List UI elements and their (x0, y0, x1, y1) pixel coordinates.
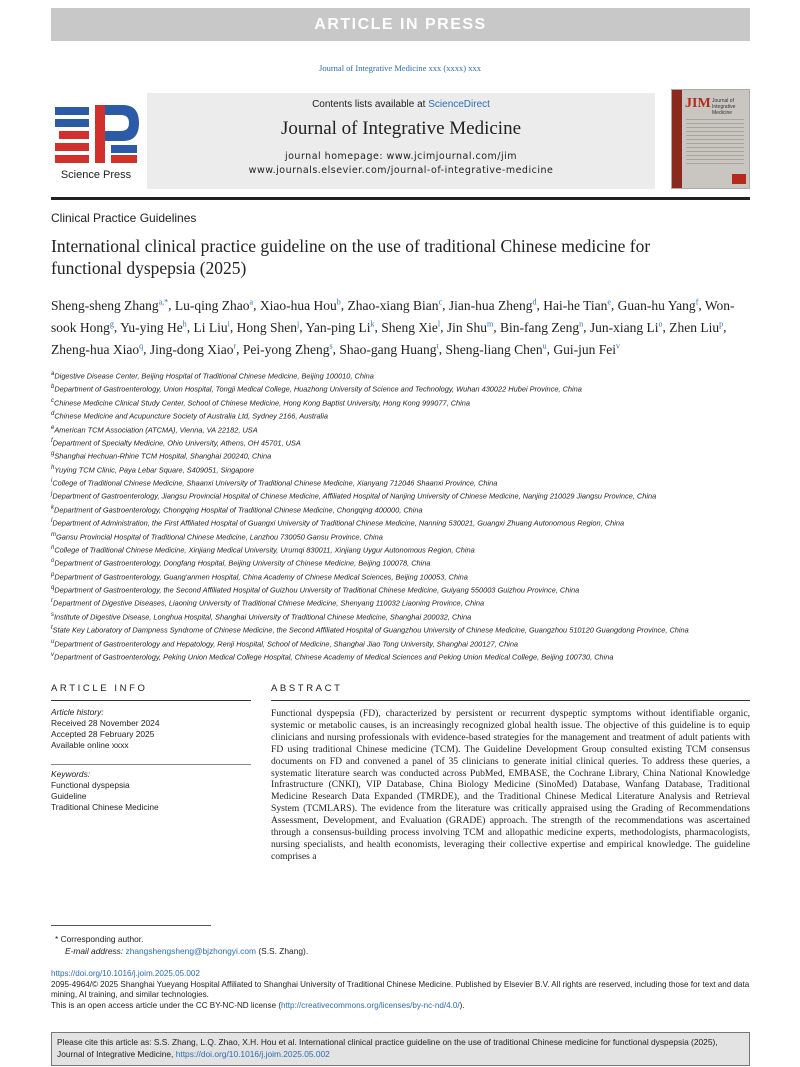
author-affiliation-marker[interactable]: e (607, 297, 611, 306)
author-name: Zhao-xiang Bian (347, 297, 439, 313)
author-affiliation-marker[interactable]: c (438, 297, 443, 306)
affiliation-marker: p (51, 571, 55, 578)
author-affiliation-marker[interactable]: p (719, 319, 724, 328)
author[interactable] (305, 320, 374, 335)
affiliation-marker: j (51, 491, 53, 498)
cover-subtitle: Journal of Integrative Medicine (712, 98, 736, 116)
author-affiliation-marker[interactable]: v (615, 341, 620, 350)
affiliation (51, 530, 751, 543)
affiliation-marker: a (51, 371, 55, 377)
author[interactable] (194, 320, 230, 335)
affiliation-text: Yuying TCM Clinic, Paya Lebar Square, S409051, Singapore (54, 465, 255, 475)
author-name: Won-sook Hong (51, 297, 735, 335)
affiliation (51, 423, 751, 436)
license-link[interactable]: http://creativecommons.org/licenses/by-nc-nd/4.0/ (281, 1000, 460, 1010)
received-date: Received 28 November 2024 (51, 718, 160, 728)
affiliation-text: Department of Administration, the First Affiliated Hospital of Guangxi University of Traditional Chinese Medicine, Nanning 530021, Guangxi Zhuang Autonomous Region, China (52, 518, 625, 528)
affiliation-marker: c (51, 397, 54, 404)
author-affiliation-marker[interactable]: o (658, 319, 663, 328)
affiliation (51, 489, 751, 502)
affiliation (51, 543, 751, 556)
author-affiliation-marker[interactable]: b (336, 297, 341, 306)
article-footer (51, 969, 751, 1011)
affiliation (51, 382, 751, 395)
sciencedirect-link[interactable]: ScienceDirect (428, 99, 490, 110)
affiliation (51, 436, 751, 449)
article-title: International clinical practice guideline on the use of traditional Chinese medicine for functional dyspepsia (2025) (51, 236, 651, 278)
affiliation-marker: u (51, 638, 55, 645)
author[interactable] (381, 320, 440, 335)
article-history (51, 707, 251, 751)
journal-masthead-box (147, 93, 655, 189)
author[interactable] (618, 298, 699, 313)
abstract-heading: ABSTRACT (271, 683, 343, 694)
author-name: Shao-gang Huang (339, 341, 437, 357)
author-name: Guan-hu Yang (617, 297, 696, 313)
affiliation-text: Department of Specialty Medicine, Ohio University, Athens, OH 45701, USA (52, 438, 301, 448)
affiliation-text: Department of Gastroenterology, Jiangsu Provincial Hospital of Chinese Medicine, Affiliated Hospital of Nanjing University of Chinese Medicine, Nanjing 210029 Jiangsu Province, China (52, 491, 657, 501)
affiliation (51, 396, 751, 409)
author-affiliation-marker[interactable]: u (542, 341, 547, 350)
journal-reference[interactable]: Journal of Integrative Medicine xxx (xxxx) xxx (319, 63, 481, 73)
abstract-rule (271, 700, 750, 701)
affiliation (51, 409, 751, 422)
author-name: Sheng-liang Chen (445, 341, 543, 357)
affiliation-marker: q (51, 585, 55, 591)
affiliation (51, 650, 751, 663)
affiliation-text: Gansu Provincial Hospital of Traditional Chinese Medicine, Lanzhou 730050 Gansu Province, China (56, 531, 383, 541)
author-affiliation-marker[interactable]: d (532, 297, 537, 306)
homepage-line-2[interactable]: www.journals.elsevier.com/journal-of-integrative-medicine (248, 165, 554, 176)
author-affiliation-marker[interactable]: k (370, 319, 375, 328)
affiliation-marker: k (51, 504, 54, 511)
author-name: Jing-dong Xiao (149, 341, 234, 357)
keyword-item: Functional dyspepsia (51, 780, 130, 790)
affiliation-marker: t (51, 625, 53, 632)
affiliation-text: Department of Gastroenterology, Peking Union Medical College Hospital, Chinese Academy of Medical Sciences and Peking Union Medical College, Beijing 100730, China (54, 652, 614, 662)
affiliation (51, 503, 751, 516)
affiliation-marker: r (51, 598, 53, 605)
author[interactable] (175, 298, 253, 313)
affiliation-marker: s (51, 611, 54, 618)
affiliation (51, 610, 751, 623)
affiliation-marker: d (51, 411, 55, 418)
affiliation-marker: h (51, 464, 55, 471)
affiliation-text: College of Traditional Chinese Medicine, Xinjiang Medical University, Urumqi 830011, Xinjiang Uygur Autonomous Region, China (54, 545, 475, 555)
homepage-line-1[interactable]: journal homepage: www.jcimjournal.com/jim (284, 151, 518, 162)
author-name: Hong Shen (236, 319, 297, 335)
author-affiliation-marker[interactable]: l (437, 319, 441, 328)
journal-title: Journal of Integrative Medicine (280, 118, 522, 139)
contents-line (147, 99, 655, 110)
affiliation (51, 583, 751, 596)
author[interactable] (553, 342, 620, 357)
affiliation-marker: f (51, 437, 53, 444)
affiliation (51, 463, 751, 476)
author-name: Zhen Liu (669, 319, 720, 335)
article-section: Clinical Practice Guidelines (51, 211, 197, 225)
affiliation-list (51, 369, 751, 663)
author-name: Jin Shu (446, 319, 487, 335)
affiliation-text: Chinese Medicine Clinical Study Center, School of Chinese Medicine, Hong Kong Baptist University, Hong Kong 999077, China (54, 398, 471, 408)
author[interactable] (669, 320, 723, 335)
author[interactable] (51, 342, 143, 357)
author-name: Li Liu (193, 319, 228, 335)
author-name: Yu-ying He (120, 319, 183, 335)
author-affiliation-marker[interactable]: a (249, 297, 254, 306)
masthead (51, 89, 750, 197)
article-in-press-banner: ARTICLE IN PRESS (51, 8, 750, 41)
author-affiliation-marker[interactable]: s (329, 341, 333, 350)
affiliation (51, 596, 751, 609)
affiliation-marker: o (51, 558, 55, 565)
affiliation-marker: e (51, 424, 55, 431)
keywords-label: Keywords: (51, 769, 91, 779)
affiliation-text: Institute of Digestive Disease, Longhua Hospital, Shanghai University of Traditional Chinese Medicine, Shanghai 200032, China (54, 612, 472, 622)
author-affiliation-marker[interactable]: r (233, 341, 237, 350)
keyword-item: Traditional Chinese Medicine (51, 802, 159, 812)
affiliation (51, 623, 751, 636)
affiliation (51, 369, 751, 382)
author-list: Sheng-sheng Zhang$^{a,*}$, Lu-qing Zhao$^a$, Xiao-hua Hou$^b$, Zhao-xiang Bian$^c$, Jian-hua Zheng$^d$, Hai-he Tian$^e$, Guan-hu Yang$^f$, Won-sook Hong$^g$, Yu-ying He$^h$, Li Liu$^i$, Hong Shen$^j$, Yan-ping Li$^k$, Sheng Xie$^l$, Jin Shu$^m$, Bin-fang Zeng$^n$, Jun-xiang Li$^o$, Zhen Liu$^p$, Zheng-hua Xiao$^q$, Jing-dong Xiao$^r$, Pei-yong Zheng$^s$, Shao-gang Huang$^t$, Sheng-liang Chen$^u$, Gui-jun Fei$^v$ (51, 297, 735, 357)
affiliation (51, 556, 751, 569)
affiliation-marker: i (51, 478, 53, 484)
affiliation-text: Department of Gastroenterology, Union Hospital, Tongji Medical College, Huazhong University of Science and Technology, Wuhan 430022 Hubei Province, China (54, 384, 582, 394)
author[interactable] (339, 342, 438, 357)
cover-text-lines (686, 116, 744, 166)
article-info-rule (51, 700, 251, 701)
science-press-logo-icon (53, 101, 139, 167)
abstract-text: Functional dyspepsia (FD), characterized by persistent or recurrent dyspeptic symptoms without identifiable organic, systemic or metabolic causes, is an increasingly recognized global health issue. The objective of this guideline is to equip clinicians and nursing professionals with evidence-based strategies for the management and treatment of adult patients with FD using traditional Chinese medicine (TCM). The Guideline Development Group consulted existing TCM consensus documents on FD and convened a panel of 35 clinicians to generate initial clinical queries. To address these queries, a systematic literature search was conducted across PubMed, EMBASE, the Cochrane Library, China National Knowledge Infrastructure (CNKI), VIP Database, China Biology Medicine (SinoMed) Database, Wanfang Database, Traditional Medicine Research Data Expanded (TMRDE), and the Traditional Chinese Medical Literature Analysis and Retrieval System (TCMLARS). The evidence from the literature was critically appraised using the Grading of Recommendations Assessment, Development, and Evaluation (GRADE) approach. The strength of the recommendations was ascertained through a consensus-building process involving TCM and allopathic medicine experts, methodologists, pharmacologists, nursing specialists, and health economists, leveraging their collective expertise and empirical knowledge. The guideline comprises a (271, 708, 750, 862)
license-suffix: ). (459, 1000, 465, 1010)
affiliation (51, 570, 751, 583)
corresponding-author: * Corresponding author. (55, 934, 144, 944)
author-affiliation-marker[interactable]: a,* (158, 297, 169, 306)
author-affiliation-marker[interactable]: m (487, 319, 494, 328)
author[interactable] (447, 320, 493, 335)
license-prefix: This is an open access article under the CC BY-NC-ND license ( (51, 1000, 282, 1010)
author[interactable] (590, 320, 663, 335)
author-name: Gui-jun Fei (553, 341, 616, 357)
author-name: Zheng-hua Xiao (51, 341, 140, 357)
doi-link[interactable]: https://doi.org/10.1016/j.joim.2025.05.002 (51, 969, 200, 978)
cover-logo-icon (732, 174, 746, 184)
affiliation (51, 516, 751, 529)
citation-text: Please cite this article as: S.S. Zhang, L.Q. Zhao, X.H. Hou et al. International clinical practice guideline on the use of traditional Chinese medicine for functional dyspepsia (2025), Journal of Integrative Medicine, (57, 1037, 718, 1059)
journal-homepage (147, 150, 655, 178)
author-name: Hai-he Tian (543, 297, 608, 313)
author-name: Jun-xiang Li (589, 319, 659, 335)
author[interactable] (120, 320, 187, 335)
history-label: Article history: (51, 707, 104, 717)
author-affiliation-marker[interactable]: g (109, 319, 114, 328)
keywords (51, 769, 251, 813)
affiliation-text: Department of Digestive Diseases, Liaoning University of Traditional Chinese Medicine, Shenyang 110032 Liaoning Province, China (53, 598, 485, 608)
affiliation-marker: m (51, 531, 56, 538)
author-affiliation-marker[interactable]: f (695, 297, 699, 306)
author[interactable] (449, 298, 537, 313)
affiliation (51, 637, 751, 650)
author-affiliation-marker[interactable]: q (139, 341, 144, 350)
author-name: Jian-hua Zheng (448, 297, 533, 313)
author-affiliation-marker[interactable]: j (297, 319, 300, 328)
author[interactable] (51, 298, 168, 313)
affiliation-marker: n (51, 544, 55, 551)
email-link[interactable]: zhangshengsheng@bjzhongyi.com (125, 946, 257, 956)
email-suffix: (S.S. Zhang). (256, 946, 309, 956)
author-name: Yan-ping Li (305, 319, 371, 335)
affiliation-text: American TCM Association (ATCMA), Vienna, VA 22182, USA (54, 424, 258, 434)
author[interactable] (260, 298, 341, 313)
affiliation-text: Digestive Disease Center, Beijing Hospital of Traditional Chinese Medicine, Beijing 100010, China (54, 371, 374, 381)
publisher-name: Science Press (60, 169, 132, 181)
author[interactable] (243, 342, 333, 357)
affiliation-marker: g (51, 451, 55, 458)
citation-doi-link[interactable]: https://doi.org/10.1016/j.joim.2025.05.002 (175, 1049, 330, 1059)
affiliation (51, 449, 751, 462)
affiliation-text: Department of Gastroenterology, Chongqing Hospital of Traditional Chinese Medicine, Chongqing 400000, China (54, 505, 423, 515)
author-name: Sheng-sheng Zhang (51, 297, 159, 313)
author-affiliation-marker[interactable]: t (436, 341, 439, 350)
author[interactable] (237, 320, 300, 335)
email-label: E-mail address: (65, 946, 126, 956)
cover-title: JIM (685, 96, 711, 111)
author-affiliation-marker[interactable]: i (227, 319, 230, 328)
accepted-date: Accepted 28 February 2025 (51, 729, 155, 739)
contents-prefix: Contents lists available at (312, 99, 429, 110)
available-date: Available online xxxx (51, 740, 129, 750)
copyright-notice: 2095-4964/© 2025 Shanghai Yueyang Hospital Affiliated to Shanghai University of Traditional Chinese Medicine. Published by Elsevier B.V. All rights are reserved, including those for text and data mining, AI training, and similar technologies. (51, 979, 750, 999)
affiliation-text: Department of Gastroenterology, Dongfang Hospital, Beijing University of Chinese Medicine, Beijing 100078, China (54, 558, 431, 568)
affiliation-text: Shanghai Hechuan-Rhine TCM Hospital, Shanghai 200240, China (54, 451, 272, 461)
masthead-divider (51, 197, 750, 200)
cover-stripe (672, 90, 682, 188)
affiliation-text: State Key Laboratory of Dampness Syndrome of Chinese Medicine, the Second Affiliated Hospital of Guangzhou University of Chinese Medicine, Guangzhou 510120 Guangdong Province, China (52, 625, 689, 635)
affiliation-marker: l (51, 518, 53, 525)
author-name: Xiao-hua Hou (259, 297, 337, 313)
affiliation-text: Department of Gastroenterology and Hepatology, Renji Hospital, School of Medicine, Shanghai Jiao Tong University, Shanghai 200127, China (54, 638, 519, 648)
author-affiliation-marker[interactable]: n (579, 319, 584, 328)
affiliation (51, 476, 751, 489)
article-info-heading: ARTICLE INFO (51, 683, 148, 694)
journal-cover-thumbnail[interactable] (671, 89, 750, 189)
footnote-rule (51, 925, 211, 926)
science-press-logo (51, 97, 141, 185)
keyword-item: Guideline (51, 791, 87, 801)
author-name: Bin-fang Zeng (499, 319, 580, 335)
affiliation-text: Chinese Medicine and Acupuncture Society of Australia Ltd, Sydney 2166, Australia (54, 411, 328, 421)
author[interactable] (445, 342, 546, 357)
author-affiliation-marker[interactable]: h (182, 319, 187, 328)
affiliation-text: Department of Gastroenterology, Guang'anmen Hospital, China Academy of Chinese Medical Sciences, Beijing 100053, China (54, 572, 468, 582)
author[interactable] (347, 298, 442, 313)
affiliation-text: College of Traditional Chinese Medicine, Shaanxi University of Traditional Chinese Medicine, Xianyang 712046 Shaanxi Province, China (52, 478, 498, 488)
affiliation-marker: b (51, 384, 55, 391)
author-name: Lu-qing Zhao (174, 297, 250, 313)
author[interactable] (543, 298, 611, 313)
author[interactable] (150, 342, 236, 357)
author-name: Pei-yong Zheng (242, 341, 330, 357)
affiliation-text: Department of Gastroenterology, the Second Affiliated Hospital of Guizhou University of Traditional Chinese Medicine, Guiyang 550003 Guizhou Province, China (54, 585, 580, 595)
affiliation-marker: v (51, 651, 54, 658)
keywords-divider (51, 764, 251, 765)
corresponding-author-footnote (51, 933, 308, 957)
author-name: Sheng Xie (381, 319, 438, 335)
citation-box (51, 1032, 750, 1066)
author[interactable] (500, 320, 583, 335)
